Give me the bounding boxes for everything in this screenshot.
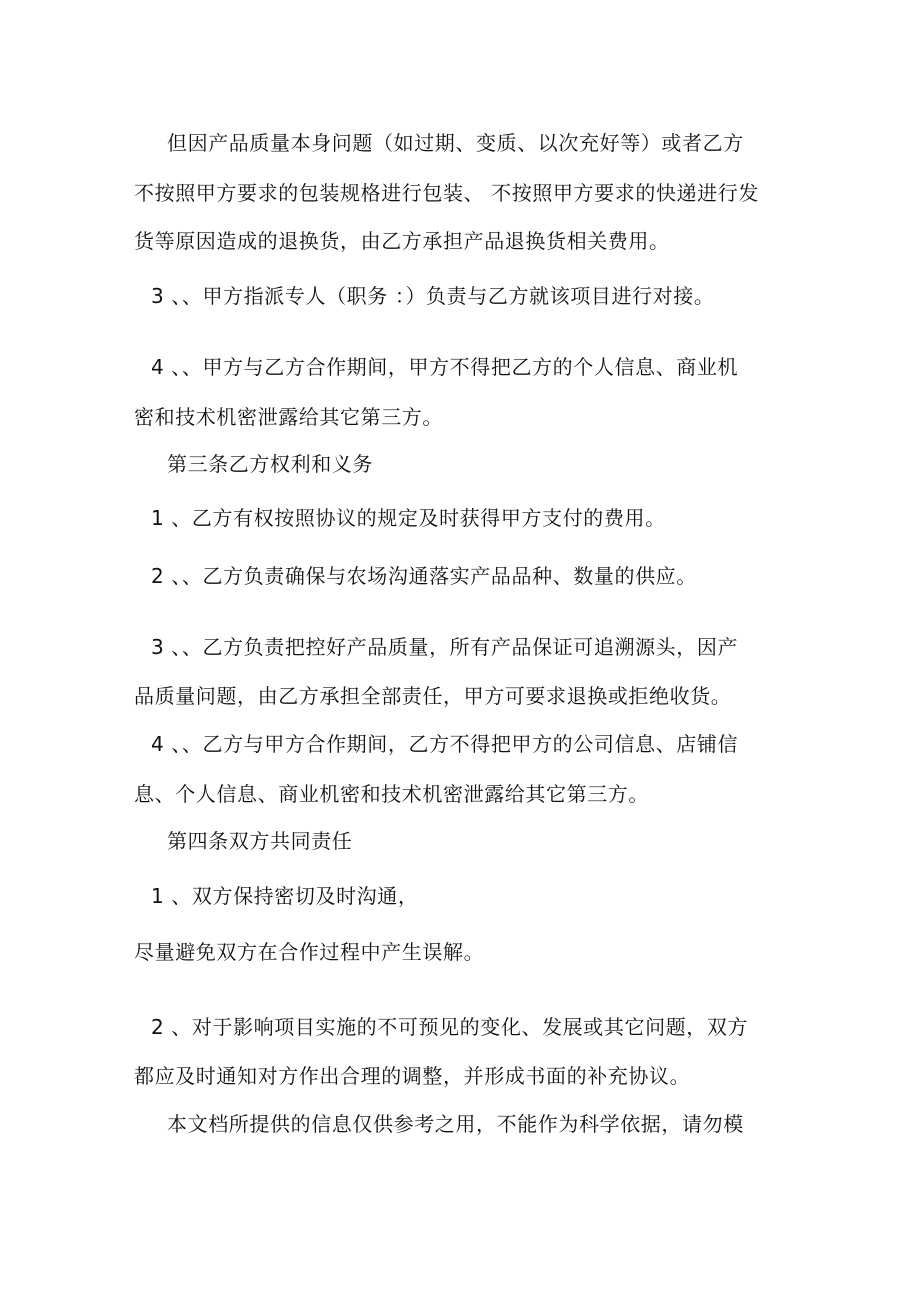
text-line-9: 2 、、乙方负责确保与农场沟通落实产品品种、数量的供应。 [151, 564, 697, 588]
text-line-3: 货等原因造成的退换货，由乙方承担产品退换货相关费用。 [134, 229, 670, 253]
text-line-10: 3 、、乙方负责把控好产品质量，所有产品保证可追溯源头，因产 [151, 635, 739, 659]
text-line-12: 4 、、乙方与甲方合作期间，乙方不得把甲方的公司信息、店铺信 [151, 732, 739, 756]
text-line-16: 尽量避免双方在合作过程中产生误解。 [134, 940, 485, 964]
text-line-8: 1 、乙方有权按照协议的规定及时获得甲方支付的费用。 [151, 506, 666, 530]
text-line-13: 息、个人信息、商业机密和技术机密泄露给其它第三方。 [134, 782, 649, 806]
text-line-18: 都应及时通知对方作出合理的调整，并形成书面的补充协议。 [134, 1064, 691, 1088]
section-heading-4: 第四条双方共同责任 [167, 829, 353, 853]
text-line-1: 但因产品质量本身问题（如过期、变质、以次充好等）或者乙方 [167, 131, 744, 155]
section-heading-3: 第三条乙方权利和义务 [167, 452, 373, 476]
text-line-11: 品质量问题，由乙方承担全部责任，甲方可要求退换或拒绝收货。 [134, 684, 732, 708]
text-line-5: 4 、、甲方与乙方合作期间，甲方不得把乙方的个人信息、商业机 [151, 355, 739, 379]
text-line-4: 3 、、甲方指派专人（职务 ：）负责与乙方就该项目进行对接。 [151, 284, 715, 308]
text-line-19: 本文档所提供的信息仅供参考之用，不能作为科学依据，请勿模 [167, 1112, 744, 1136]
text-line-2: 不按照甲方要求的包装规格进行包装、 不按照甲方要求的快递进行发 [134, 181, 759, 205]
text-line-6: 密和技术机密泄露给其它第三方。 [134, 405, 443, 429]
text-line-15: 1 、双方保持密切及时沟通， [151, 884, 419, 908]
text-line-17: 2 、对于影响项目实施的不可预见的变化、发展或其它问题，双方 [151, 1015, 749, 1039]
